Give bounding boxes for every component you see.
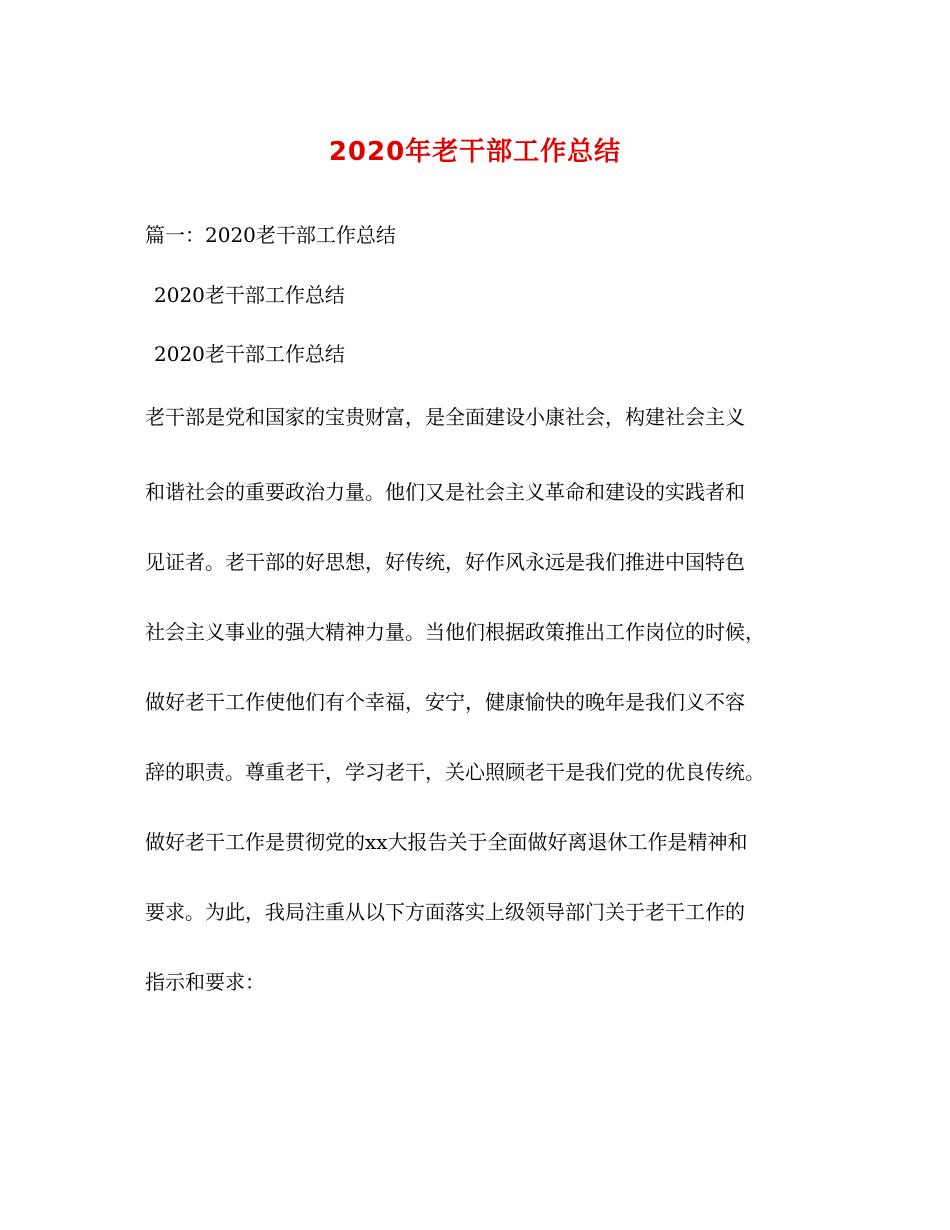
body-line: 辞的职责。尊重老干，学习老干，关心照顾老干是我们党的优良传统。 xyxy=(145,760,765,784)
body-line: 做好老干工作是贯彻党的xx大报告关于全面做好离退休工作是精神和 xyxy=(145,830,748,854)
subtitle-line: 2020老干部工作总结 xyxy=(154,283,345,307)
body-line: 和谐社会的重要政治力量。他们又是社会主义革命和建设的实践者和 xyxy=(145,480,745,504)
body-line: 要求。为此，我局注重从以下方面落实上级领导部门关于老干工作的 xyxy=(145,900,745,924)
body-line: 指示和要求： xyxy=(145,970,265,994)
section-heading: 篇一：2020老干部工作总结 xyxy=(145,223,396,247)
body-line: 见证者。老干部的好思想，好传统，好作风永远是我们推进中国特色 xyxy=(145,550,745,574)
document-title: 2020年老干部工作总结 xyxy=(328,137,622,167)
body-line: 社会主义事业的强大精神力量。当他们根据政策推出工作岗位的时候， xyxy=(145,620,765,644)
body-line: 做好老干工作使他们有个幸福，安宁，健康愉快的晚年是我们义不容 xyxy=(145,690,745,714)
body-line: 老干部是党和国家的宝贵财富，是全面建设小康社会，构建社会主义 xyxy=(145,405,745,429)
subtitle-line: 2020老干部工作总结 xyxy=(154,342,345,366)
